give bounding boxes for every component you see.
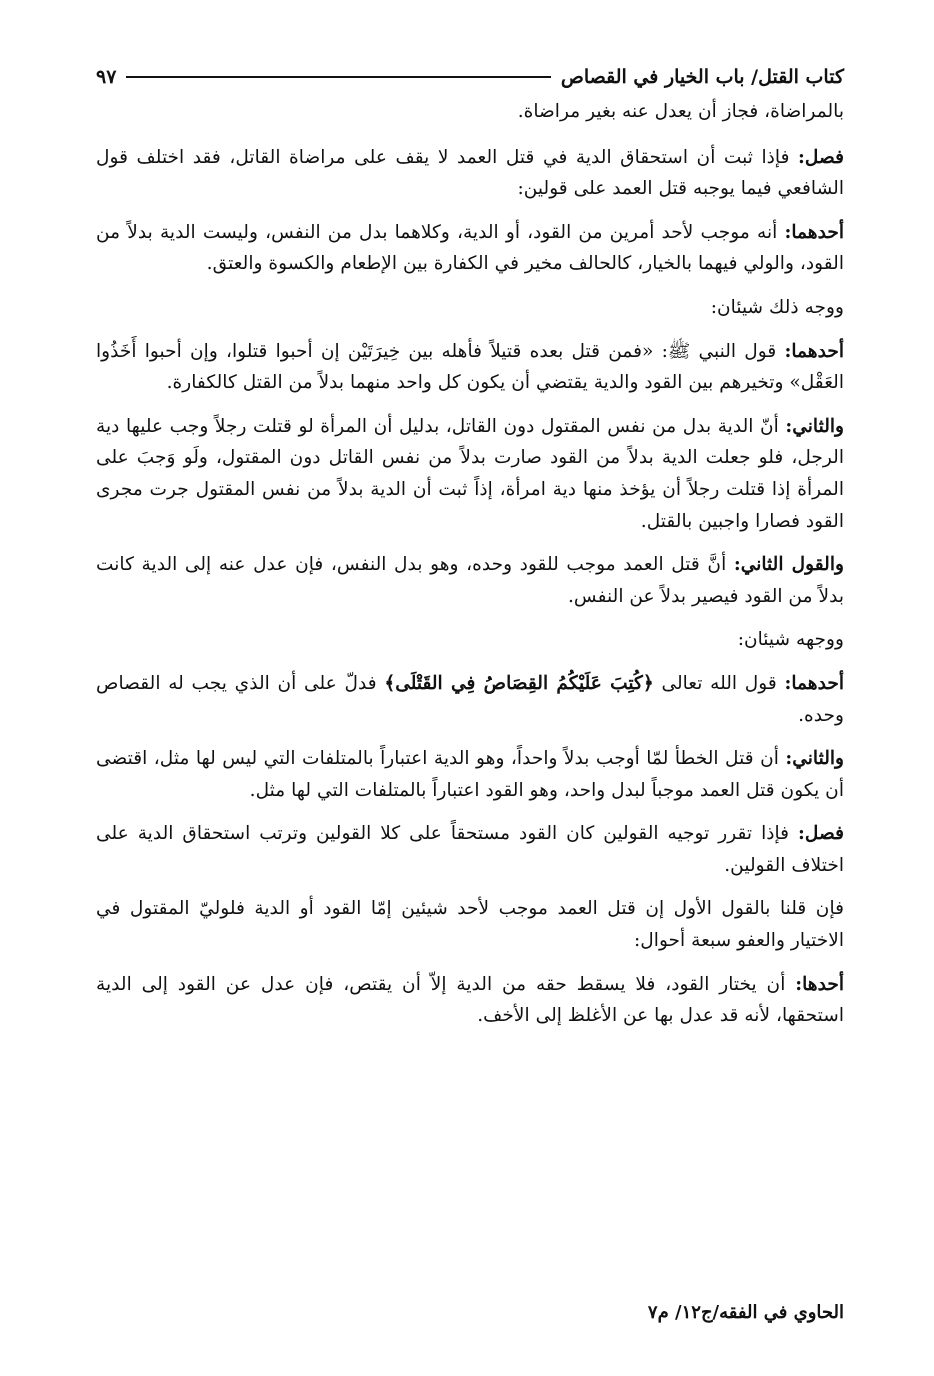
paragraph-lead: فصل: [798, 146, 844, 168]
paragraph-4 [96, 292, 844, 324]
paragraph-lead: أحدهما: [784, 221, 844, 243]
paragraph-text: ووجهه شيئان: [737, 629, 844, 651]
paragraph-text: أنّ الدية بدل من نفس المقتول دون القاتل، بدليل أن المرأة لو قتلت رجلاً وجب عليها دية الرجل، فلو جعلت الدية بدلاً من القود صارت بدلاً من نفس القاتل دون المقتول، ولَو وَجبَ على المرأة إذا قتلت رجلاً أن يؤخذ منها دية امرأة، إذاً ثبت أن الدية بدلاً من نفس المقتول جرت مجرى القود فصارا واجبين بالقتل. [96, 415, 844, 532]
paragraph-3 [96, 217, 844, 280]
header-rule [126, 76, 550, 78]
paragraph-text: أن قتل الخطأ لمّا أوجب بدلاً واحداً، وهو الدية اعتباراً بالمتلفات التي ليس لها مثل، اقتضى أن يكون قتل العمد موجباً لبدل واحد، وهو القود اعتباراً بالمتلفات التي لها مثل. [96, 748, 844, 801]
paragraph-text: قول النبي ﷺ: «فمن قتل بعده قتيلاً فأهله بين خِيرَتَيْن إن أحبوا قتلوا، وإن أحبوا أَخَذُوا العَقْل» وتخيرهم بين القود والدية يقتضي أن يكون كل واحد منهما بدلاً من القتل كالكفارة. [96, 340, 844, 394]
chapter-title: كتاب القتل/ باب الخيار في القصاص [560, 66, 844, 88]
paragraph-tail: فدلّ على أن الذي يجب له القصاص وحده. [96, 672, 844, 726]
paragraph-text: بالمراضاة، فجاز أن يعدل عنه بغير مراضاة. [517, 101, 844, 122]
paragraph-lead: أحدها: [795, 973, 844, 995]
paragraph-text: فإذا ثبت أن استحقاق الدية في قتل العمد لا يقف على مراضاة القاتل، فقد اختلف قول الشافعي فيما يوجبه قتل العمد على قولين: [96, 146, 844, 200]
paragraph-lead: أحدهما: [784, 672, 844, 694]
paragraph-lead: والثاني: [785, 415, 844, 437]
paragraph-10 [96, 743, 844, 806]
paragraph-text: فإذا تقرر توجيه القولين كان القود مستحقاً على كلا القولين وترتب استحقاق الدية على اختلاف القولين. [96, 823, 844, 876]
paragraph-text: أنه موجب لأحد أمرين من القود، أو الدية، وكلاهما بدل من النفس، وليست الدية بدلاً من القود، والولي فيهما بالخيار، كالحالف مخير في الكفارة بين الإطعام والكسوة والعتق. [96, 221, 844, 275]
paragraph-9 [96, 668, 844, 731]
paragraph-5 [96, 336, 844, 399]
paragraph-12 [96, 893, 844, 956]
paragraph-1 [96, 96, 844, 128]
book-page [96, 58, 844, 1323]
paragraph-lead: أحدهما: [784, 340, 844, 362]
paragraph-11 [96, 818, 844, 881]
footer-signature: الحاوي في الفقه/ج١٢/ م٧ [647, 1302, 844, 1323]
paragraph-13 [96, 969, 844, 1032]
paragraph-text: ووجه ذلك شيئان: [710, 296, 844, 318]
paragraph-lead: والقول الثاني: [733, 554, 844, 576]
paragraph-7 [96, 549, 844, 612]
paragraph-text: قول الله تعالى [653, 672, 785, 694]
paragraph-lead: والثاني: [785, 748, 844, 770]
paragraph-lead: فصل: [798, 823, 844, 845]
quran-verse: ﴿كُتِبَ عَلَيْكُمُ القِصَاصُ فِي القَتْلَى﴾ [384, 672, 654, 694]
paragraph-text: فإن قلنا بالقول الأول إن قتل العمد موجب لأحد شيئين إمّا القود أو الدية فلوليّ المقتول في الاختيار والعفو سبعة أحوال: [96, 898, 844, 952]
paragraph-text: أنَّ قتل العمد موجب للقود وحده، وهو بدل النفس، فإن عدل عنه إلى الدية كانت بدلاً من القود فيصير بدلاً عن النفس. [96, 554, 844, 607]
paragraph-8 [96, 624, 844, 656]
paragraph-6 [96, 411, 844, 537]
page-number: ٩٧ [96, 66, 117, 88]
paragraph-text: أن يختار القود، فلا يسقط حقه من الدية إلاّ أن يقتص، فإن عدل عن القود إلى الدية استحقها، لأنه قد عدل بها عن الأغلظ إلى الأخف. [96, 973, 844, 1027]
running-header [96, 58, 844, 96]
page-body [96, 96, 844, 1032]
paragraph-2 [96, 142, 844, 205]
